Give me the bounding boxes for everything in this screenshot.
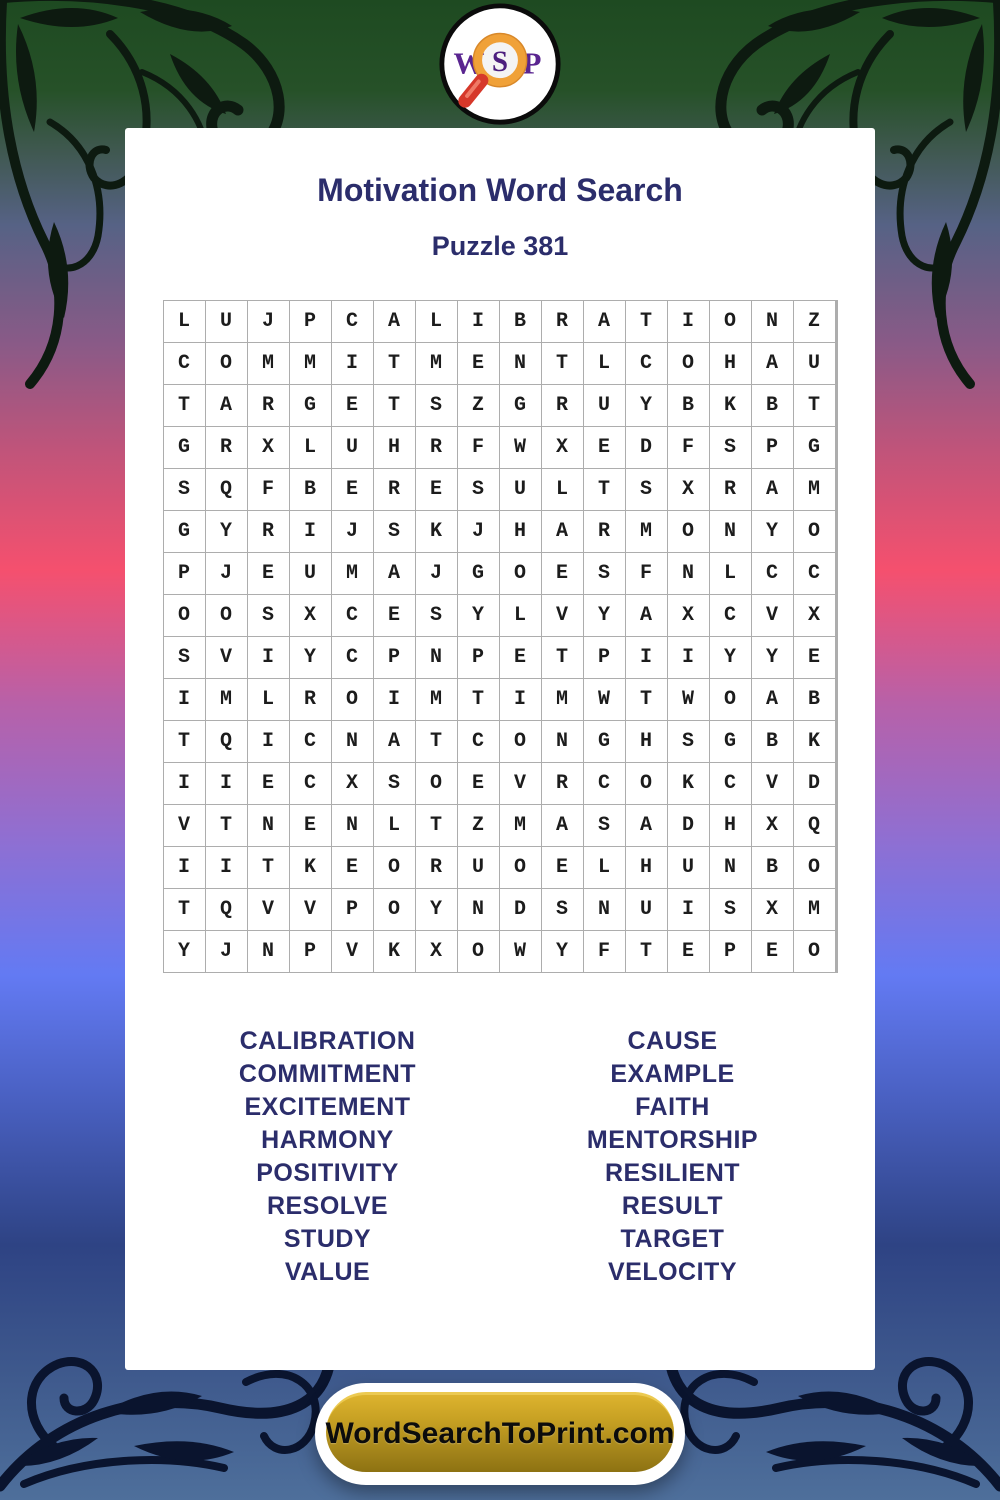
- grid-cell-r13c3: N: [248, 805, 289, 846]
- grid-cell-r3c7: S: [416, 385, 457, 426]
- grid-cell-r4c2: R: [206, 427, 247, 468]
- grid-cell-r5c13: X: [668, 469, 709, 510]
- grid-cell-r5c2: Q: [206, 469, 247, 510]
- grid-cell-r13c11: S: [584, 805, 625, 846]
- grid-cell-r3c11: U: [584, 385, 625, 426]
- grid-cell-r13c13: D: [668, 805, 709, 846]
- word-list: [155, 1025, 845, 1289]
- word-item: EXAMPLE: [610, 1060, 735, 1088]
- word-item: RESULT: [621, 1192, 724, 1220]
- grid-cell-r9c16: E: [794, 637, 835, 678]
- grid-cell-r11c3: I: [248, 721, 289, 762]
- puzzle-grid: [163, 300, 838, 973]
- grid-cell-r16c2: J: [206, 931, 247, 972]
- grid-cell-r11c15: B: [752, 721, 793, 762]
- grid-cell-r4c4: L: [290, 427, 331, 468]
- grid-cell-r13c14: H: [710, 805, 751, 846]
- grid-cell-r2c1: C: [164, 343, 205, 384]
- grid-cell-r16c1: Y: [164, 931, 205, 972]
- grid-cell-r11c16: K: [794, 721, 835, 762]
- grid-cell-r4c8: F: [458, 427, 499, 468]
- grid-cell-r16c10: Y: [542, 931, 583, 972]
- grid-cell-r2c8: E: [458, 343, 499, 384]
- grid-cell-r4c14: S: [710, 427, 751, 468]
- grid-cell-r14c16: O: [794, 847, 835, 888]
- grid-cell-r1c4: P: [290, 301, 331, 342]
- grid-cell-r8c5: C: [332, 595, 373, 636]
- grid-cell-r14c4: K: [290, 847, 331, 888]
- word-item: VALUE: [284, 1258, 371, 1286]
- grid-cell-r11c1: T: [164, 721, 205, 762]
- grid-cell-r6c5: J: [332, 511, 373, 552]
- grid-cell-r9c10: T: [542, 637, 583, 678]
- grid-cell-r16c16: O: [794, 931, 835, 972]
- grid-cell-r8c15: V: [752, 595, 793, 636]
- grid-cell-r11c13: S: [668, 721, 709, 762]
- grid-cell-r3c14: K: [710, 385, 751, 426]
- site-button-outer: [315, 1383, 685, 1485]
- grid-cell-r5c15: A: [752, 469, 793, 510]
- grid-cell-r14c11: L: [584, 847, 625, 888]
- grid-cell-r1c3: J: [248, 301, 289, 342]
- grid-cell-r6c2: Y: [206, 511, 247, 552]
- grid-cell-r2c3: M: [248, 343, 289, 384]
- grid-cell-r3c9: G: [500, 385, 541, 426]
- grid-cell-r6c8: J: [458, 511, 499, 552]
- grid-cell-r6c6: S: [374, 511, 415, 552]
- logo-letter-p: P: [522, 45, 542, 81]
- grid-cell-r1c7: L: [416, 301, 457, 342]
- word-item: COMMITMENT: [238, 1060, 417, 1088]
- grid-cell-r9c9: E: [500, 637, 541, 678]
- grid-cell-r4c5: U: [332, 427, 373, 468]
- grid-cell-r16c13: E: [668, 931, 709, 972]
- grid-cell-r13c8: Z: [458, 805, 499, 846]
- grid-cell-r10c14: O: [710, 679, 751, 720]
- word-item: TARGET: [620, 1225, 725, 1253]
- grid-cell-r5c3: F: [248, 469, 289, 510]
- grid-cell-r3c2: A: [206, 385, 247, 426]
- grid-cell-r7c6: A: [374, 553, 415, 594]
- grid-cell-r9c11: P: [584, 637, 625, 678]
- grid-cell-r3c10: R: [542, 385, 583, 426]
- grid-cell-r15c8: N: [458, 889, 499, 930]
- grid-cell-r4c1: G: [164, 427, 205, 468]
- grid-cell-r15c15: X: [752, 889, 793, 930]
- grid-cell-r11c10: N: [542, 721, 583, 762]
- word-item: CAUSE: [627, 1027, 718, 1055]
- site-button[interactable]: [326, 1392, 674, 1472]
- grid-cell-r2c7: M: [416, 343, 457, 384]
- grid-cell-r4c6: H: [374, 427, 415, 468]
- grid-cell-r3c15: B: [752, 385, 793, 426]
- grid-cell-r10c5: O: [332, 679, 373, 720]
- grid-cell-r16c4: P: [290, 931, 331, 972]
- grid-cell-r8c9: L: [500, 595, 541, 636]
- grid-cell-r9c6: P: [374, 637, 415, 678]
- grid-cell-r15c6: O: [374, 889, 415, 930]
- word-item: STUDY: [283, 1225, 372, 1253]
- grid-cell-r2c6: T: [374, 343, 415, 384]
- grid-cell-r10c3: L: [248, 679, 289, 720]
- grid-cell-r8c11: Y: [584, 595, 625, 636]
- grid-cell-r8c8: Y: [458, 595, 499, 636]
- grid-cell-r1c1: L: [164, 301, 205, 342]
- grid-cell-r7c16: C: [794, 553, 835, 594]
- grid-cell-r8c13: X: [668, 595, 709, 636]
- word-item: VELOCITY: [607, 1258, 737, 1286]
- grid-cell-r11c8: C: [458, 721, 499, 762]
- grid-cell-r5c10: L: [542, 469, 583, 510]
- grid-cell-r16c14: P: [710, 931, 751, 972]
- grid-cell-r6c11: R: [584, 511, 625, 552]
- grid-cell-r14c15: B: [752, 847, 793, 888]
- grid-cell-r9c4: Y: [290, 637, 331, 678]
- grid-cell-r4c3: X: [248, 427, 289, 468]
- grid-cell-r15c9: D: [500, 889, 541, 930]
- grid-cell-r3c1: T: [164, 385, 205, 426]
- grid-cell-r8c14: C: [710, 595, 751, 636]
- grid-cell-r5c11: T: [584, 469, 625, 510]
- grid-cell-r14c10: E: [542, 847, 583, 888]
- grid-cell-r13c9: M: [500, 805, 541, 846]
- grid-cell-r6c7: K: [416, 511, 457, 552]
- grid-cell-r6c9: H: [500, 511, 541, 552]
- grid-cell-r12c4: C: [290, 763, 331, 804]
- grid-cell-r10c1: I: [164, 679, 205, 720]
- grid-cell-r7c7: J: [416, 553, 457, 594]
- grid-cell-r8c1: O: [164, 595, 205, 636]
- grid-cell-r12c15: V: [752, 763, 793, 804]
- grid-cell-r5c16: M: [794, 469, 835, 510]
- grid-cell-r13c15: X: [752, 805, 793, 846]
- grid-cell-r14c8: U: [458, 847, 499, 888]
- grid-cell-r12c16: D: [794, 763, 835, 804]
- grid-cell-r13c4: E: [290, 805, 331, 846]
- grid-cell-r14c14: N: [710, 847, 751, 888]
- grid-cell-r14c3: T: [248, 847, 289, 888]
- grid-cell-r11c14: G: [710, 721, 751, 762]
- grid-cell-r8c7: S: [416, 595, 457, 636]
- grid-cell-r7c15: C: [752, 553, 793, 594]
- grid-cell-r9c8: P: [458, 637, 499, 678]
- grid-cell-r12c12: O: [626, 763, 667, 804]
- grid-cell-r5c9: U: [500, 469, 541, 510]
- word-item: EXCITEMENT: [244, 1093, 411, 1121]
- grid-cell-r5c6: R: [374, 469, 415, 510]
- grid-cell-r9c2: V: [206, 637, 247, 678]
- grid-cell-r11c6: A: [374, 721, 415, 762]
- grid-cell-r2c15: A: [752, 343, 793, 384]
- grid-cell-r10c13: W: [668, 679, 709, 720]
- word-item: RESOLVE: [266, 1192, 389, 1220]
- grid-cell-r13c6: L: [374, 805, 415, 846]
- grid-cell-r2c2: O: [206, 343, 247, 384]
- grid-cell-r4c9: W: [500, 427, 541, 468]
- grid-cell-r6c3: R: [248, 511, 289, 552]
- grid-cell-r11c5: N: [332, 721, 373, 762]
- grid-cell-r8c12: A: [626, 595, 667, 636]
- grid-cell-r16c12: T: [626, 931, 667, 972]
- grid-cell-r6c10: A: [542, 511, 583, 552]
- grid-cell-r5c1: S: [164, 469, 205, 510]
- wsp-logo: [437, 2, 563, 128]
- grid-cell-r12c11: C: [584, 763, 625, 804]
- grid-cell-r7c12: F: [626, 553, 667, 594]
- grid-cell-r1c10: R: [542, 301, 583, 342]
- grid-cell-r6c16: O: [794, 511, 835, 552]
- grid-cell-r12c9: V: [500, 763, 541, 804]
- grid-cell-r3c5: E: [332, 385, 373, 426]
- grid-cell-r9c1: S: [164, 637, 205, 678]
- grid-cell-r5c5: E: [332, 469, 373, 510]
- grid-cell-r15c5: P: [332, 889, 373, 930]
- grid-cell-r10c2: M: [206, 679, 247, 720]
- grid-cell-r12c13: K: [668, 763, 709, 804]
- grid-cell-r5c8: S: [458, 469, 499, 510]
- grid-cell-r15c14: S: [710, 889, 751, 930]
- grid-cell-r9c5: C: [332, 637, 373, 678]
- grid-cell-r8c3: S: [248, 595, 289, 636]
- grid-cell-r16c15: E: [752, 931, 793, 972]
- grid-cell-r11c12: H: [626, 721, 667, 762]
- grid-cell-r3c13: B: [668, 385, 709, 426]
- grid-cell-r3c4: G: [290, 385, 331, 426]
- grid-cell-r8c2: O: [206, 595, 247, 636]
- grid-cell-r1c15: N: [752, 301, 793, 342]
- grid-cell-r6c13: O: [668, 511, 709, 552]
- grid-cell-r15c2: Q: [206, 889, 247, 930]
- grid-cell-r4c10: X: [542, 427, 583, 468]
- grid-cell-r11c2: Q: [206, 721, 247, 762]
- grid-cell-r14c2: I: [206, 847, 247, 888]
- grid-cell-r10c4: R: [290, 679, 331, 720]
- grid-cell-r16c9: W: [500, 931, 541, 972]
- grid-cell-r13c10: A: [542, 805, 583, 846]
- word-item: CALIBRATION: [239, 1027, 416, 1055]
- grid-cell-r2c5: I: [332, 343, 373, 384]
- page-title: Motivation Word Search: [317, 172, 683, 208]
- word-item: RESILIENT: [604, 1159, 741, 1187]
- grid-cell-r1c13: I: [668, 301, 709, 342]
- grid-cell-r1c2: U: [206, 301, 247, 342]
- grid-cell-r12c8: E: [458, 763, 499, 804]
- grid-cell-r11c4: C: [290, 721, 331, 762]
- grid-cell-r10c7: M: [416, 679, 457, 720]
- grid-cell-r15c10: S: [542, 889, 583, 930]
- grid-cell-r5c12: S: [626, 469, 667, 510]
- grid-cell-r15c3: V: [248, 889, 289, 930]
- grid-cell-r3c12: Y: [626, 385, 667, 426]
- grid-cell-r1c9: B: [500, 301, 541, 342]
- grid-cell-r14c5: E: [332, 847, 373, 888]
- grid-cell-r12c1: I: [164, 763, 205, 804]
- grid-cell-r14c1: I: [164, 847, 205, 888]
- grid-cell-r7c4: U: [290, 553, 331, 594]
- grid-cell-r4c12: D: [626, 427, 667, 468]
- logo-letter-w: W: [453, 45, 485, 81]
- word-list-right-column: [500, 1025, 845, 1289]
- grid-cell-r4c7: R: [416, 427, 457, 468]
- grid-cell-r8c16: X: [794, 595, 835, 636]
- grid-cell-r11c7: T: [416, 721, 457, 762]
- word-list-left-column: [155, 1025, 500, 1289]
- grid-cell-r9c15: Y: [752, 637, 793, 678]
- grid-cell-r2c16: U: [794, 343, 835, 384]
- grid-cell-r13c16: Q: [794, 805, 835, 846]
- grid-cell-r15c13: I: [668, 889, 709, 930]
- grid-cell-r14c7: R: [416, 847, 457, 888]
- grid-cell-r4c13: F: [668, 427, 709, 468]
- grid-cell-r9c7: N: [416, 637, 457, 678]
- grid-cell-r1c14: O: [710, 301, 751, 342]
- grid-cell-r16c5: V: [332, 931, 373, 972]
- grid-cell-r16c8: O: [458, 931, 499, 972]
- grid-cell-r12c7: O: [416, 763, 457, 804]
- grid-cell-r7c5: M: [332, 553, 373, 594]
- grid-cell-r3c16: T: [794, 385, 835, 426]
- grid-cell-r5c14: R: [710, 469, 751, 510]
- grid-cell-r13c7: T: [416, 805, 457, 846]
- logo-letter-s: S: [491, 45, 509, 78]
- grid-cell-r9c3: I: [248, 637, 289, 678]
- grid-cell-r13c5: N: [332, 805, 373, 846]
- grid-cell-r15c12: U: [626, 889, 667, 930]
- grid-cell-r14c13: U: [668, 847, 709, 888]
- puzzle-card: [125, 128, 875, 1370]
- grid-cell-r2c4: M: [290, 343, 331, 384]
- grid-cell-r9c14: Y: [710, 637, 751, 678]
- grid-cell-r11c9: O: [500, 721, 541, 762]
- grid-cell-r16c11: F: [584, 931, 625, 972]
- grid-cell-r2c13: O: [668, 343, 709, 384]
- grid-cell-r7c1: P: [164, 553, 205, 594]
- grid-cell-r1c6: A: [374, 301, 415, 342]
- grid-cell-r8c10: V: [542, 595, 583, 636]
- grid-cell-r7c14: L: [710, 553, 751, 594]
- grid-cell-r12c14: C: [710, 763, 751, 804]
- grid-cell-r10c10: M: [542, 679, 583, 720]
- grid-cell-r1c11: A: [584, 301, 625, 342]
- grid-cell-r2c12: C: [626, 343, 667, 384]
- grid-cell-r10c15: A: [752, 679, 793, 720]
- grid-cell-r7c10: E: [542, 553, 583, 594]
- grid-cell-r13c1: V: [164, 805, 205, 846]
- grid-cell-r2c11: L: [584, 343, 625, 384]
- grid-cell-r15c16: M: [794, 889, 835, 930]
- grid-cell-r6c15: Y: [752, 511, 793, 552]
- grid-cell-r6c4: I: [290, 511, 331, 552]
- grid-cell-r12c3: E: [248, 763, 289, 804]
- grid-cell-r8c6: E: [374, 595, 415, 636]
- grid-cell-r16c7: X: [416, 931, 457, 972]
- grid-cell-r15c4: V: [290, 889, 331, 930]
- grid-cell-r14c9: O: [500, 847, 541, 888]
- grid-cell-r2c14: H: [710, 343, 751, 384]
- grid-cell-r4c11: E: [584, 427, 625, 468]
- grid-cell-r10c12: T: [626, 679, 667, 720]
- grid-cell-r7c2: J: [206, 553, 247, 594]
- word-item: FAITH: [635, 1093, 710, 1121]
- word-item: POSITIVITY: [256, 1159, 399, 1187]
- grid-cell-r7c13: N: [668, 553, 709, 594]
- grid-cell-r6c1: G: [164, 511, 205, 552]
- word-item: MENTORSHIP: [586, 1126, 759, 1154]
- grid-cell-r4c16: G: [794, 427, 835, 468]
- grid-cell-r15c11: N: [584, 889, 625, 930]
- puzzle-number: Puzzle 381: [431, 231, 569, 261]
- grid-cell-r7c11: S: [584, 553, 625, 594]
- grid-cell-r12c10: R: [542, 763, 583, 804]
- grid-cell-r6c12: M: [626, 511, 667, 552]
- grid-cell-r13c12: A: [626, 805, 667, 846]
- grid-cell-r3c6: T: [374, 385, 415, 426]
- grid-cell-r14c6: O: [374, 847, 415, 888]
- grid-cell-r10c16: B: [794, 679, 835, 720]
- grid-cell-r11c11: G: [584, 721, 625, 762]
- grid-cell-r9c13: I: [668, 637, 709, 678]
- grid-cell-r3c8: Z: [458, 385, 499, 426]
- grid-cell-r15c1: T: [164, 889, 205, 930]
- grid-cell-r5c4: B: [290, 469, 331, 510]
- grid-cell-r12c6: S: [374, 763, 415, 804]
- grid-cell-r7c8: G: [458, 553, 499, 594]
- grid-cell-r12c2: I: [206, 763, 247, 804]
- grid-cell-r14c12: H: [626, 847, 667, 888]
- grid-cell-r2c9: N: [500, 343, 541, 384]
- grid-cell-r1c16: Z: [794, 301, 835, 342]
- word-item: HARMONY: [261, 1126, 394, 1154]
- grid-cell-r7c3: E: [248, 553, 289, 594]
- site-button-label: WordSearchToPrint.com: [325, 1416, 675, 1450]
- grid-cell-r1c5: C: [332, 301, 373, 342]
- grid-cell-r16c6: K: [374, 931, 415, 972]
- grid-cell-r13c2: T: [206, 805, 247, 846]
- grid-cell-r7c9: O: [500, 553, 541, 594]
- grid-cell-r6c14: N: [710, 511, 751, 552]
- grid-cell-r5c7: E: [416, 469, 457, 510]
- grid-cell-r12c5: X: [332, 763, 373, 804]
- grid-cell-r10c6: I: [374, 679, 415, 720]
- grid-cell-r8c4: X: [290, 595, 331, 636]
- grid-cell-r4c15: P: [752, 427, 793, 468]
- grid-cell-r10c9: I: [500, 679, 541, 720]
- grid-cell-r3c3: R: [248, 385, 289, 426]
- grid-cell-r16c3: N: [248, 931, 289, 972]
- grid-cell-r1c12: T: [626, 301, 667, 342]
- grid-cell-r9c12: I: [626, 637, 667, 678]
- grid-cell-r2c10: T: [542, 343, 583, 384]
- grid-cell-r15c7: Y: [416, 889, 457, 930]
- grid-cell-r1c8: I: [458, 301, 499, 342]
- grid-cell-r10c11: W: [584, 679, 625, 720]
- grid-cell-r10c8: T: [458, 679, 499, 720]
